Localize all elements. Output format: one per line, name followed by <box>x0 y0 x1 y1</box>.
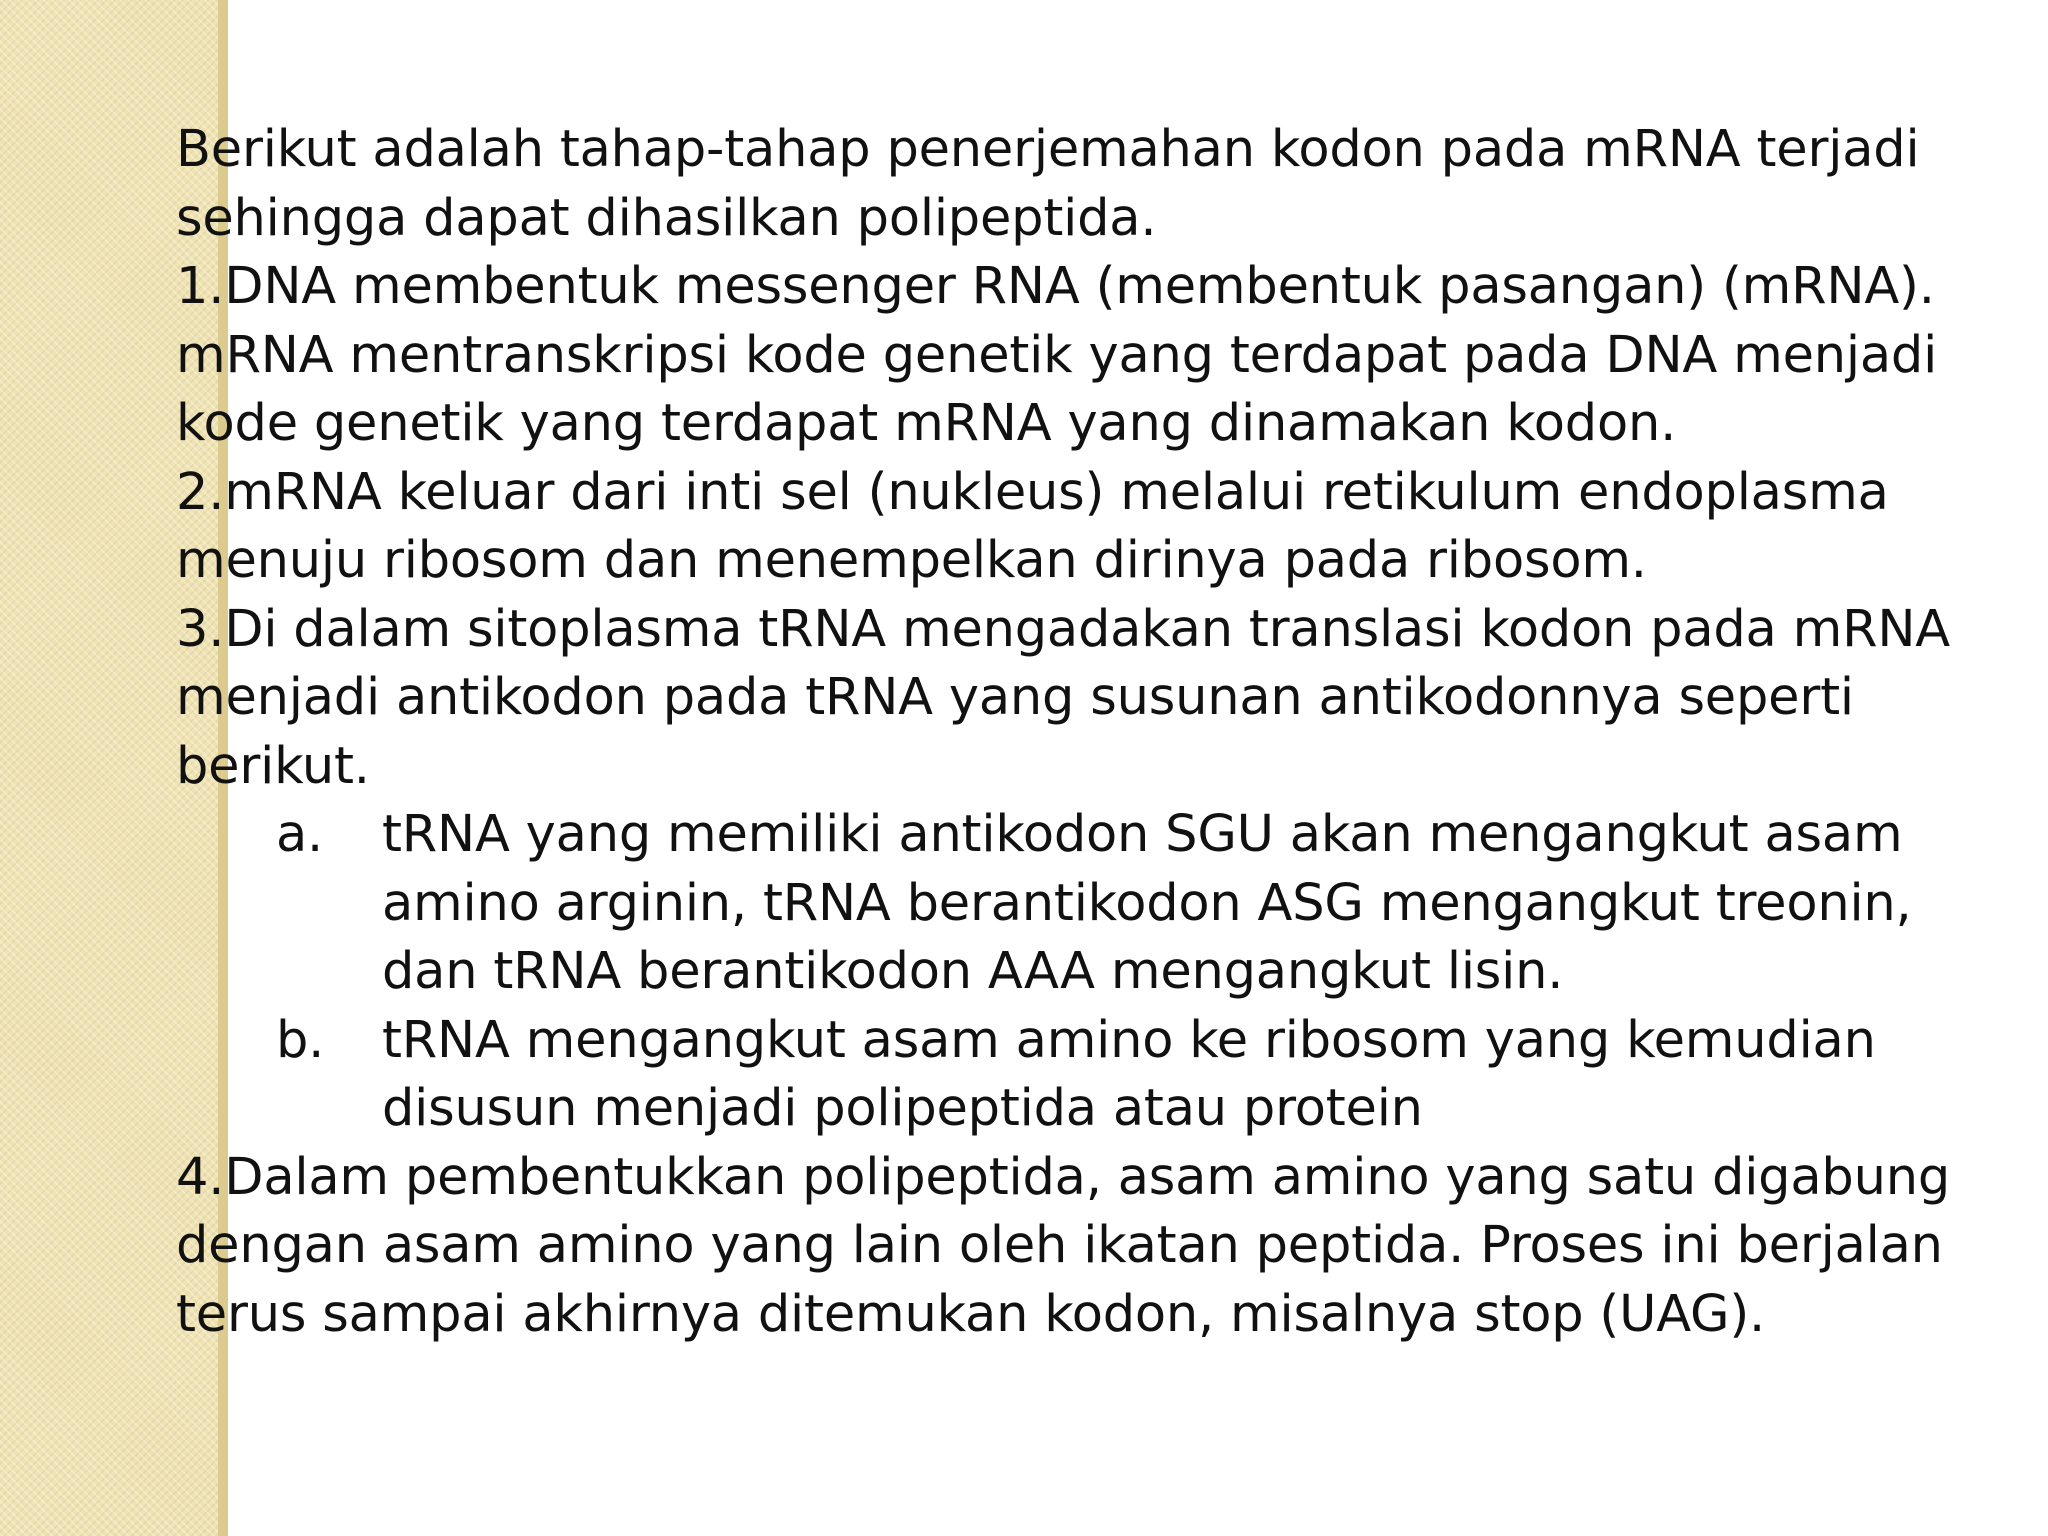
step-1: 1.DNA membentuk messenger RNA (membentuk pasangan) (mRNA). mRNA mentranskripsi kode genetik yang terdapat pada DNA menjadi kode genetik yang terdapat mRNA yang dinamakan kodon. <box>176 257 1938 453</box>
step-4: 4.Dalam pembentukkan polipeptida, asam amino yang satu digabung dengan asam amino yang lain oleh ikatan peptida. Proses ini berjalan terus sampai akhirnya ditemukan kodon, misalnya stop (UAG). <box>176 1147 1950 1344</box>
step-3: 3.Di dalam sitoplasma tRNA mengadakan translasi kodon pada mRNA menjadi antikodon pada tRNA yang susunan antikodonnya seperti berikut. <box>176 599 1950 796</box>
intro-paragraph: Berikut adalah tahap-tahap penerjemahan kodon pada mRNA terjadi sehingga dapat dihasilkan polipeptida. <box>176 120 1920 248</box>
substep-a <box>276 801 2036 1007</box>
substep-a-text: tRNA yang memiliki antikodon SGU akan mengangkut asam amino arginin, tRNA berantikodon ASG mengangkut treonin, dan tRNA berantikodon AAA mengangkut lisin. <box>382 805 1912 1001</box>
substep-b-text: tRNA mengangkut asam amino ke ribosom yang kemudian disusun menjadi polipeptida atau protein <box>382 1010 1876 1138</box>
slide-body <box>176 116 2036 1349</box>
substep-b-marker: b. <box>276 1010 325 1070</box>
substep-b <box>276 1007 2036 1144</box>
step-2: 2.mRNA keluar dari inti sel (nukleus) melalui retikulum endoplasma menuju ribosom dan menempelkan dirinya pada ribosom. <box>176 462 1889 590</box>
substep-a-marker: a. <box>276 805 324 864</box>
